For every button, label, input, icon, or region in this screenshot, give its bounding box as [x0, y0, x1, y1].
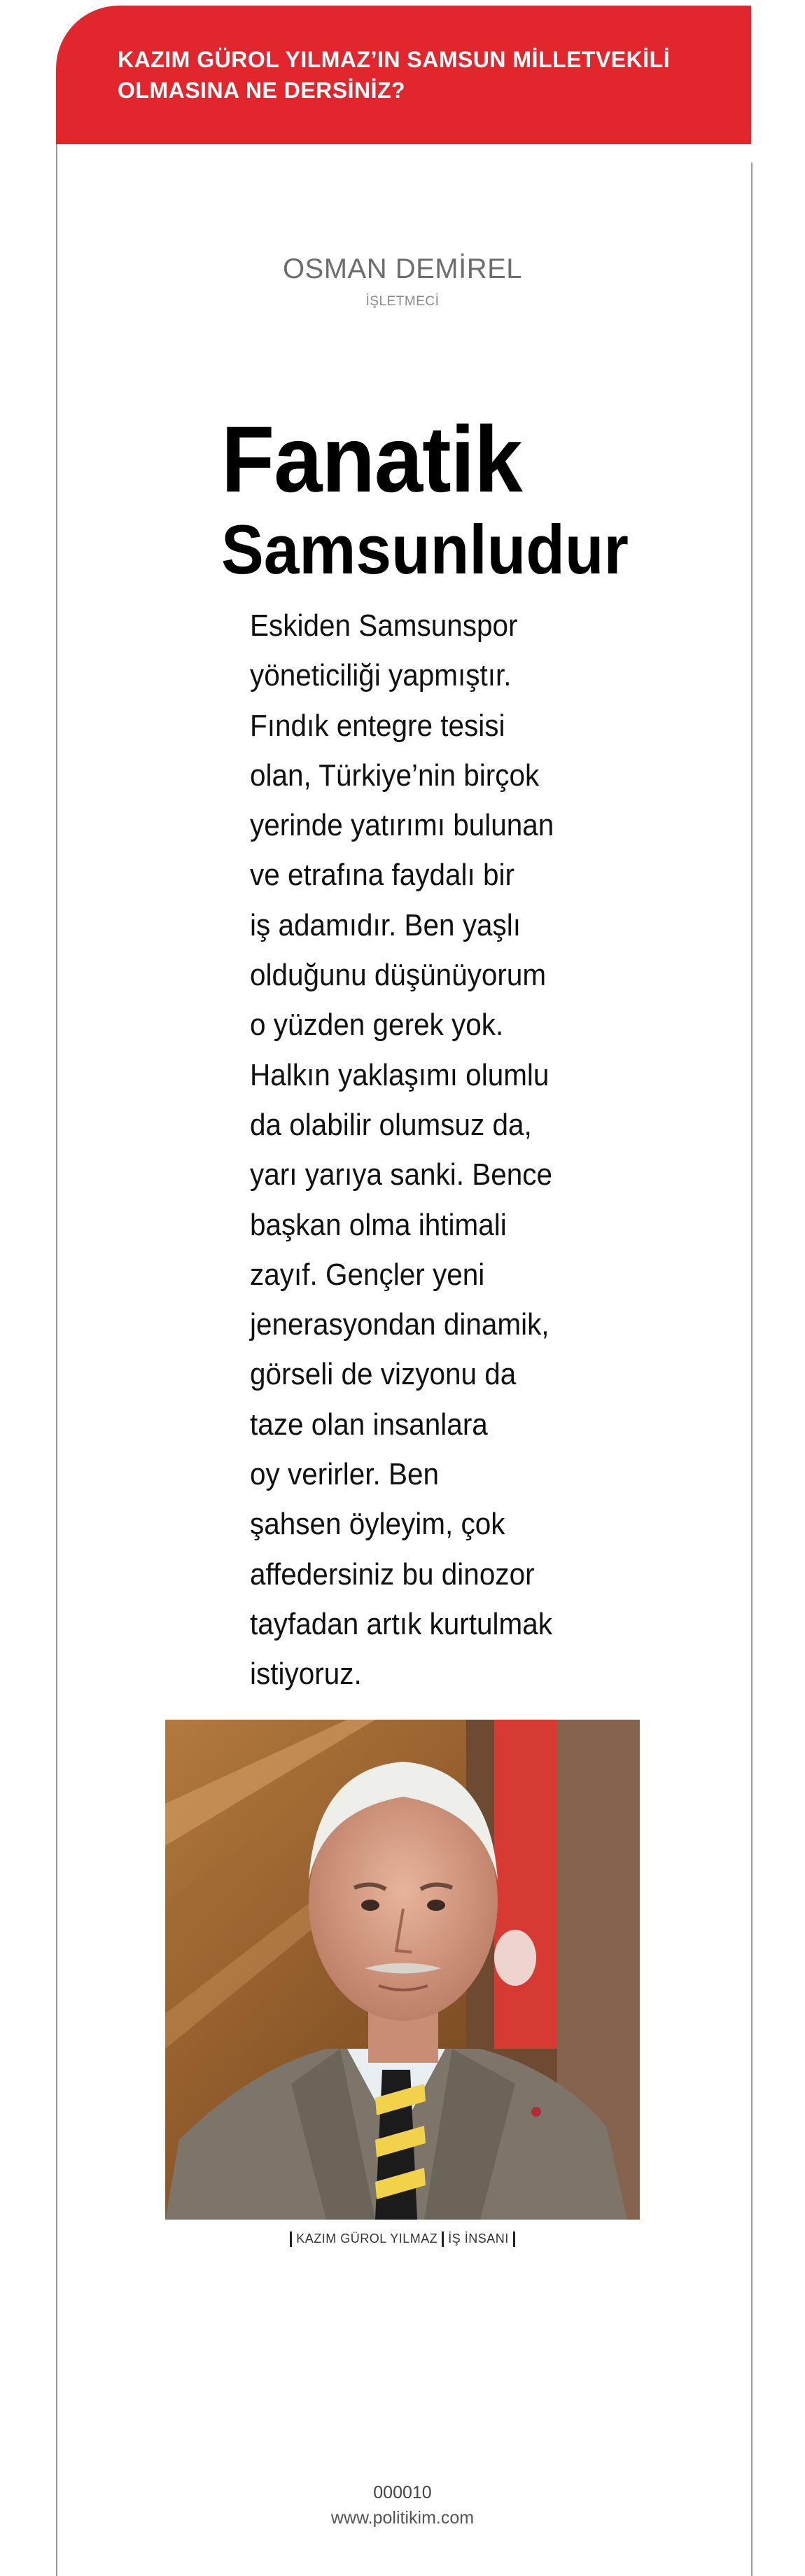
quote-line: Fındık entegre tesisi: [250, 708, 505, 743]
quote-line: yarı yarıya sanki. Bence: [250, 1157, 552, 1192]
quote-line: Eskiden Samsunspor: [250, 608, 518, 643]
page-number: 000010: [373, 2483, 432, 2502]
quote-body: [250, 601, 584, 1699]
banner-line-2: OLMASINA NE DERSİNİZ?: [118, 78, 406, 103]
author-name: OSMAN DEMİREL: [282, 253, 523, 284]
headline-line-2: Samsunludur: [221, 510, 629, 588]
quote-line: taze olan insanlara: [250, 1407, 488, 1442]
quote-line: iş adamıdır. Ben yaşlı: [250, 907, 522, 942]
quote-line: yöneticiliği yapmıştır.: [250, 658, 512, 693]
quote-line: ve etrafına faydalı bir: [250, 858, 515, 893]
photo-caption: [0, 2232, 805, 2247]
quote-line: tayfadan artık kurtulmak: [250, 1606, 552, 1641]
left-border-rule: [56, 144, 57, 2576]
caption-divider: [442, 2232, 444, 2247]
quote-line: da olabilir olumsuz da,: [250, 1107, 532, 1142]
portrait-photo: [165, 1720, 640, 2220]
quote-line: zayıf. Gençler yeni: [250, 1257, 485, 1292]
quote-line: başkan olma ihtimali: [250, 1207, 507, 1242]
caption-divider: [513, 2232, 515, 2247]
quote-line: görseli de vizyonu da: [250, 1357, 517, 1392]
author-role: İŞLETMECİ: [365, 294, 440, 309]
quote-line: olduğunu düşünüyorum: [250, 958, 547, 993]
quote-line: yerinde yatırımı bulunan: [250, 808, 554, 843]
caption-divider: [290, 2232, 292, 2247]
quote-line: oy verirler. Ben: [250, 1457, 439, 1492]
headline-line-1: Fanatik: [221, 408, 522, 512]
quote-line: şahsen öyleyim, çok: [250, 1507, 505, 1542]
website-link[interactable]: www.politikim.com: [330, 2508, 475, 2528]
quote-line: istiyoruz.: [250, 1657, 362, 1692]
quote-line: affedersiniz bu dinozor: [250, 1557, 535, 1592]
quote-line: o yüzden gerek yok.: [250, 1008, 504, 1043]
quote-line: Halkın yaklaşımı olumlu: [250, 1057, 550, 1092]
caption-title: İŞ İNSANI: [448, 2232, 509, 2246]
headline-banner: [56, 6, 751, 144]
quote-line: jenerasyondan dinamik,: [250, 1307, 550, 1342]
right-border-rule: [751, 162, 752, 2576]
caption-name: KAZIM GÜROL YILMAZ: [296, 2232, 438, 2246]
banner-line-1: KAZIM GÜROL YILMAZ’IN SAMSUN MİLLETVEKİLİ: [118, 47, 671, 72]
quote-line: olan, Türkiye’nin birçok: [250, 758, 540, 793]
